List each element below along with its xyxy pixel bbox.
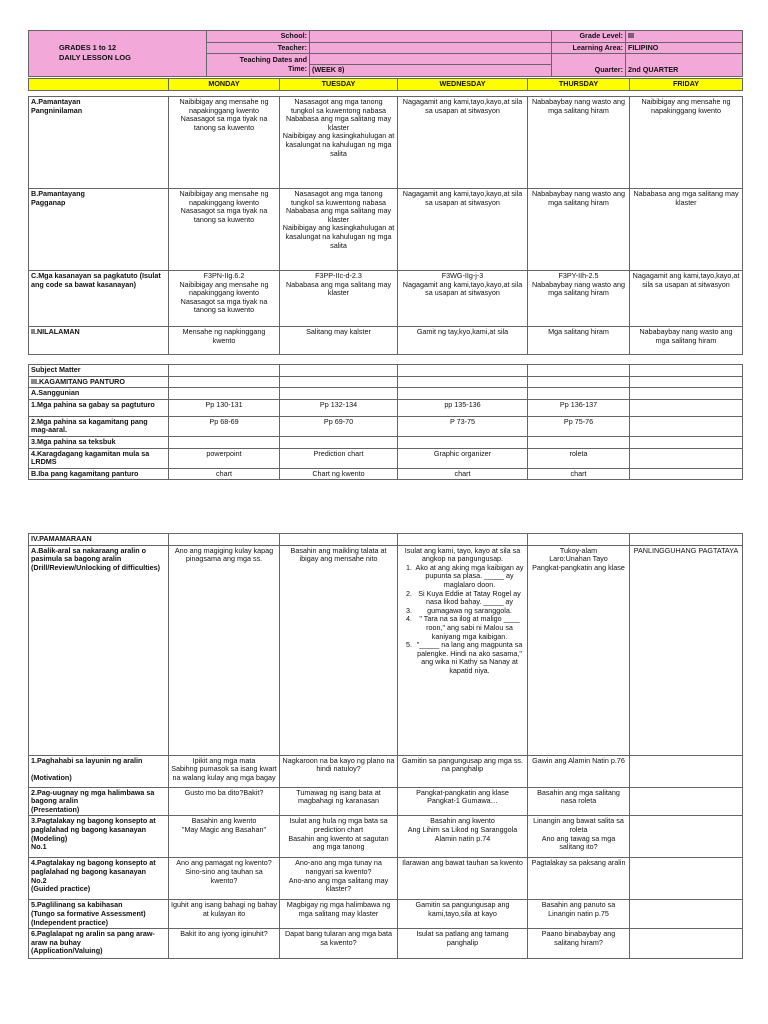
resource-wednesday (398, 436, 528, 448)
nilalaman-wednesday: Gamit ng tay,kyo,kami,at sila (398, 327, 528, 355)
procedure-row (29, 816, 743, 858)
kasanayan-sa-pagkatuto-tuesday: F3PP-IIc-d-2.3 Nababasa ang mga salitang may klaster (280, 271, 398, 327)
objective-row-nilalaman (29, 327, 743, 355)
pamantayang-pagganap-friday: Nababasa ang mga salitang may klaster (630, 189, 743, 271)
resource-thursday (528, 436, 630, 448)
resource-tuesday (280, 376, 398, 388)
resource-thursday (528, 376, 630, 388)
resource-monday (169, 376, 280, 388)
resource-label: 3.Mga pahina sa teksbuk (29, 436, 169, 448)
objectives-section (28, 96, 742, 355)
pamantayang-pagganap-label: B.Pamantayang Pagganap (29, 189, 169, 271)
procedure-tuesday: Dapat bang tularan ang mga bata sa kwento? (280, 929, 398, 959)
nilalaman-thursday: Mga salitang hiram (528, 327, 630, 355)
quarter-value: 2nd QUARTER (626, 54, 743, 77)
day-monday: MONDAY (169, 79, 280, 91)
resource-tuesday: Pp 69-70 (280, 416, 398, 436)
procedure-wednesday: Basahin ang kwento Ang Lihim sa Likod ng Saranggola Alamin natin p.74 (398, 816, 528, 858)
objective-row-pamantayang-pagganap (29, 189, 743, 271)
procedure-tuesday: Isulat ang hula ng mga bata sa prediction chart Basahin ang kwento at sagutan ang mga tanong (280, 816, 398, 858)
objective-row-kasanayan-sa-pagkatuto (29, 271, 743, 327)
resource-monday: Pp 68-69 (169, 416, 280, 436)
resource-friday (630, 436, 743, 448)
procedure-title: IV.PAMAMARAAN (29, 534, 169, 546)
kasanayan-sa-pagkatuto-wednesday: F3WG-IIg-j-3 Nagagamit ang kami,tayo,kayo,at sila sa usapan at sitwasyon (398, 271, 528, 327)
header-block (28, 30, 742, 77)
resource-tuesday (280, 388, 398, 400)
procedure-tuesday: Ano-ano ang mga tunay na nangyari sa kwento? Ano-ano ang mga salitang may klaster? (280, 858, 398, 900)
procedure-thursday: Basahin ang panuto sa Linangin natin p.75 (528, 900, 630, 929)
review-wed-item: 1. Ako at ang aking mga kaibigan ay pupunta sa plasa. _____ ay maglalaro doon. (414, 564, 525, 590)
procedure-thursday: Pagtalakay sa paksang aralin (528, 858, 630, 900)
procedure-step-label: 4.Pagtalakay ng bagong konsepto at paglalahad ng bagong kasanayan No.2 (Guided practice) (29, 858, 169, 900)
resource-monday: powerpoint (169, 448, 280, 468)
resource-wednesday (398, 388, 528, 400)
review-wed-item: 2. Si Kuya Eddie at Tatay Rogel ay nasa likod bahay. _____ ay (414, 590, 525, 607)
review-monday: Ano ang magiging kulay kapag pinagsama ang mga ss. (169, 545, 280, 755)
grade-level-value: III (626, 31, 743, 43)
teaching-dates-label-1: Teaching Dates and (239, 55, 307, 65)
procedure-friday (630, 816, 743, 858)
learning-area-value: FILIPINO (626, 42, 743, 54)
procedure-tuesday: Nagkaroon na ba kayo ng plano na hindi natuloy? (280, 755, 398, 787)
procedure-wednesday: Pangkat-pangkatin ang klase Pangkat-1 Gumawa… (398, 787, 528, 816)
pamantayang-pagganap-wednesday: Nagagamit ang kami,tayo,kayo,at sila sa usapan at sitwasyon (398, 189, 528, 271)
pamantayan-pangnilaman-monday: Naibibigay ang mensahe ng napakinggang kwento Nasasagot sa mga tiyak na tanong sa kuwento (169, 97, 280, 189)
kasanayan-sa-pagkatuto-friday: Nagagamit ang kami,tayo,kayo,at sila sa usapan at sitwasyon (630, 271, 743, 327)
resource-friday (630, 365, 743, 377)
kasanayan-sa-pagkatuto-monday: F3PN-IIg.6.2 Naibibigay ang mensahe ng napakinggang kwento Nasasagot sa mga tiyak na tanong sa kuwento (169, 271, 280, 327)
review-tuesday: Basahin ang maikling talata at ibigay ang mensahe nito (280, 545, 398, 755)
nilalaman-tuesday: Salitang may kalster (280, 327, 398, 355)
resource-tuesday (280, 365, 398, 377)
resource-row (29, 448, 743, 468)
day-wednesday: WEDNESDAY (398, 79, 528, 91)
procedure-monday: Ipikit ang mga mata Sabihng pumasok sa isang kwart na walang kulay ang mga bagay (169, 755, 280, 787)
resource-thursday: roleta (528, 448, 630, 468)
resource-row (29, 416, 743, 436)
pamantayang-pagganap-monday: Naibibigay ang mensahe ng napakinggang kwento Nasasagot sa mga tiyak na tanong sa kuwento (169, 189, 280, 271)
procedure-tuesday: Tumawag ng isang bata at magbahagi ng karanasan (280, 787, 398, 816)
resource-row (29, 388, 743, 400)
teaching-dates-value: (WEEK 8) (310, 65, 552, 77)
resource-friday (630, 448, 743, 468)
pamantayan-pangnilaman-friday: Naibibigay ang mensahe ng napakinggang kwento (630, 97, 743, 189)
teacher-value (310, 42, 552, 54)
pamantayan-pangnilaman-tuesday: Nasasagot ang mga tanong tungkol sa kuwentong nabasa Nababasa ang mga salitang may klaster Naibibigay ang kasingkahulugan at kasalungat na kahulugan ng mga salita (280, 97, 398, 189)
review-wednesday-intro: Isulat ang kami, tayo, kayo at sila sa angkop na pangungusap. (404, 545, 521, 564)
objective-row-pamantayan-pangnilaman (29, 97, 743, 189)
review-wed-item: 3. gumagawa ng saranggola. (414, 607, 525, 616)
procedure-monday: Ano ang pamagat ng kwento? Sino-sino ang tauhan sa kwento? (169, 858, 280, 900)
procedure-monday: Gusto mo ba dito?Bakit? (169, 787, 280, 816)
procedure-row (29, 787, 743, 816)
procedure-monday: Iguhit ang isang bahagi ng bahay at kulayan ito (169, 900, 280, 929)
resource-thursday: chart (528, 468, 630, 480)
resource-wednesday: chart (398, 468, 528, 480)
resource-label: III.KAGAMITANG PANTURO (29, 376, 169, 388)
nilalaman-label: II.NILALAMAN (29, 327, 169, 355)
resource-friday (630, 376, 743, 388)
procedure-step-label: 6.Paglalapat ng aralin sa pang araw-araw na buhay (Application/Valuing) (29, 929, 169, 959)
procedure-tuesday: Magbigay ng mga halimbawa ng mga salitang may klaster (280, 900, 398, 929)
procedure-step-label: 1.Paghahabi sa layunin ng aralin (Motivation) (29, 755, 169, 787)
resource-thursday: Pp 136-137 (528, 399, 630, 416)
teaching-dates-label (207, 54, 310, 77)
resource-monday (169, 436, 280, 448)
resource-row (29, 399, 743, 416)
review-thursday: Tukoy-alam Laro:Unahan Tayo Pangkat-pangkatin ang klase (528, 545, 630, 755)
school-value (310, 31, 552, 43)
procedure-thursday: Linangin ang bawat salita sa roleta Ano ang tawag sa mga salitang ito? (528, 816, 630, 858)
day-tuesday: TUESDAY (280, 79, 398, 91)
procedure-friday (630, 787, 743, 816)
form-title (29, 31, 207, 77)
resource-wednesday (398, 365, 528, 377)
day-thursday: THURSDAY (528, 79, 630, 91)
resource-monday (169, 388, 280, 400)
procedure-row (29, 858, 743, 900)
resource-wednesday: Graphic organizer (398, 448, 528, 468)
teacher-label: Teacher: (207, 42, 310, 54)
procedure-friday (630, 755, 743, 787)
resource-monday: chart (169, 468, 280, 480)
quarter-label: Quarter: (552, 54, 626, 77)
procedure-friday (630, 900, 743, 929)
procedure-row (29, 929, 743, 959)
resources-section (28, 364, 742, 480)
resource-tuesday: Pp 132-134 (280, 399, 398, 416)
resource-row (29, 468, 743, 480)
kasanayan-sa-pagkatuto-thursday: F3PY-IIh-2.5 Nababaybay nang wasto ang mga salitang hiram (528, 271, 630, 327)
pamantayan-pangnilaman-label: A.Pamantayan Pangninilaman (29, 97, 169, 189)
procedure-step-label: 2.Pag-uugnay ng mga halimbawa sa bagong aralin (Presentation) (29, 787, 169, 816)
review-wednesday-list (400, 564, 525, 676)
procedure-friday (630, 929, 743, 959)
review-wed-item: 5. "_____ na lang ang magpunta sa palengke. Hindi na ako sasama," ang wika ni Kathy sa Nanay at kapatid niya. (414, 641, 525, 675)
grade-level-label: Grade Level: (552, 31, 626, 43)
resource-row (29, 436, 743, 448)
pamantayang-pagganap-tuesday: Nasasagot ang mga tanong tungkol sa kuwentong nabasa Nababasa ang mga salitang may klaster Naibibigay ang kasingkahulugan at kasalungat na kahulugan ng mga salita (280, 189, 398, 271)
school-label: School: (207, 31, 310, 43)
resource-monday: Pp 130-131 (169, 399, 280, 416)
nilalaman-friday: Nababaybay nang wasto ang mga salitang hiram (630, 327, 743, 355)
resource-label: 2.Mga pahina sa kagamitang pang mag-aaral. (29, 416, 169, 436)
resource-tuesday (280, 436, 398, 448)
form-title-line2: DAILY LESSON LOG (59, 53, 131, 63)
procedure-wednesday: Gamitin sa pangungusap ang kami,tayo,sila at kayo (398, 900, 528, 929)
pamantayan-pangnilaman-wednesday: Nagagamit ang kami,tayo,kayo,at sila sa usapan at sitwasyon (398, 97, 528, 189)
resource-row (29, 376, 743, 388)
procedure-wednesday: Isulat sa patlang ang tamang panghalip (398, 929, 528, 959)
days-header (28, 78, 742, 91)
kasanayan-sa-pagkatuto-label: C.Mga kasanayan sa pagkatuto (Isulat ang code sa bawat kasanayan) (29, 271, 169, 327)
resource-wednesday: pp 135-136 (398, 399, 528, 416)
resource-friday (630, 388, 743, 400)
day-friday: FRIDAY (630, 79, 743, 91)
review-wednesday (398, 545, 528, 755)
procedure-row (29, 755, 743, 787)
learning-area-label: Learning Area: (552, 42, 626, 54)
review-wed-item: 4. " Tara na sa ilog at maligo ____ roon," ang sabi ni Malou sa kaniyang mga kaibigan. (414, 615, 525, 641)
procedure-wednesday: Gamitin sa pangungusap ang mga ss. na panghalip (398, 755, 528, 787)
procedure-thursday: Gawin ang Alamin Natin p.76 (528, 755, 630, 787)
resource-monday (169, 365, 280, 377)
form-title-line1: GRADES 1 to 12 (59, 43, 117, 53)
resource-label: A.Sanggunian (29, 388, 169, 400)
days-corner (29, 79, 169, 91)
procedure-wednesday: Ilarawan ang bawat tauhan sa kwento (398, 858, 528, 900)
resource-row (29, 365, 743, 377)
pamantayang-pagganap-thursday: Nababaybay nang wasto ang mga salitang hiram (528, 189, 630, 271)
resource-thursday (528, 365, 630, 377)
teaching-dates-label-2: Time: (287, 64, 307, 74)
procedure-monday: Bakit ito ang iyong iginuhit? (169, 929, 280, 959)
resource-thursday: Pp 75-76 (528, 416, 630, 436)
resource-tuesday: Prediction chart (280, 448, 398, 468)
resource-wednesday: P 73-75 (398, 416, 528, 436)
resource-friday (630, 399, 743, 416)
resource-label: B.Iba pang kagamitang panturo (29, 468, 169, 480)
resource-label: Subject Matter (29, 365, 169, 377)
procedure-friday (630, 858, 743, 900)
review-friday: PANLINGGUHANG PAGTATAYA (630, 545, 743, 755)
resource-friday (630, 468, 743, 480)
procedure-step-label: 3.Pagtalakay ng bagong konsepto at paglalahad ng bagong kasanayan (Modeling) No.1 (29, 816, 169, 858)
resource-tuesday: Chart ng kwento (280, 468, 398, 480)
resource-thursday (528, 388, 630, 400)
resource-label: 1.Mga pahina sa gabay sa pagtuturo (29, 399, 169, 416)
procedure-section (28, 533, 742, 959)
nilalaman-monday: Mensahe ng napkinggang kwento (169, 327, 280, 355)
pamantayan-pangnilaman-thursday: Nababaybay nang wasto ang mga salitang hiram (528, 97, 630, 189)
procedure-thursday: Paano binabaybay ang salitang hiram? (528, 929, 630, 959)
teaching-dates-top (310, 54, 552, 65)
procedure-step-label: 5.Paglilinang sa kabihasan (Tungo sa formative Assessment) (Independent practice) (29, 900, 169, 929)
procedure-thursday: Basahin ang mga salitang nasa roleta (528, 787, 630, 816)
resource-friday (630, 416, 743, 436)
review-label: A.Balik-aral sa nakaraang aralin o pasimula sa bagong aralin (Drill/Review/Unlocking of difficulties) (29, 545, 169, 755)
procedure-monday: Basahin ang kwento "May Magic ang Basahan" (169, 816, 280, 858)
resource-wednesday (398, 376, 528, 388)
resource-label: 4.Karagdagang kagamitan mula sa LRDMS (29, 448, 169, 468)
procedure-row (29, 900, 743, 929)
